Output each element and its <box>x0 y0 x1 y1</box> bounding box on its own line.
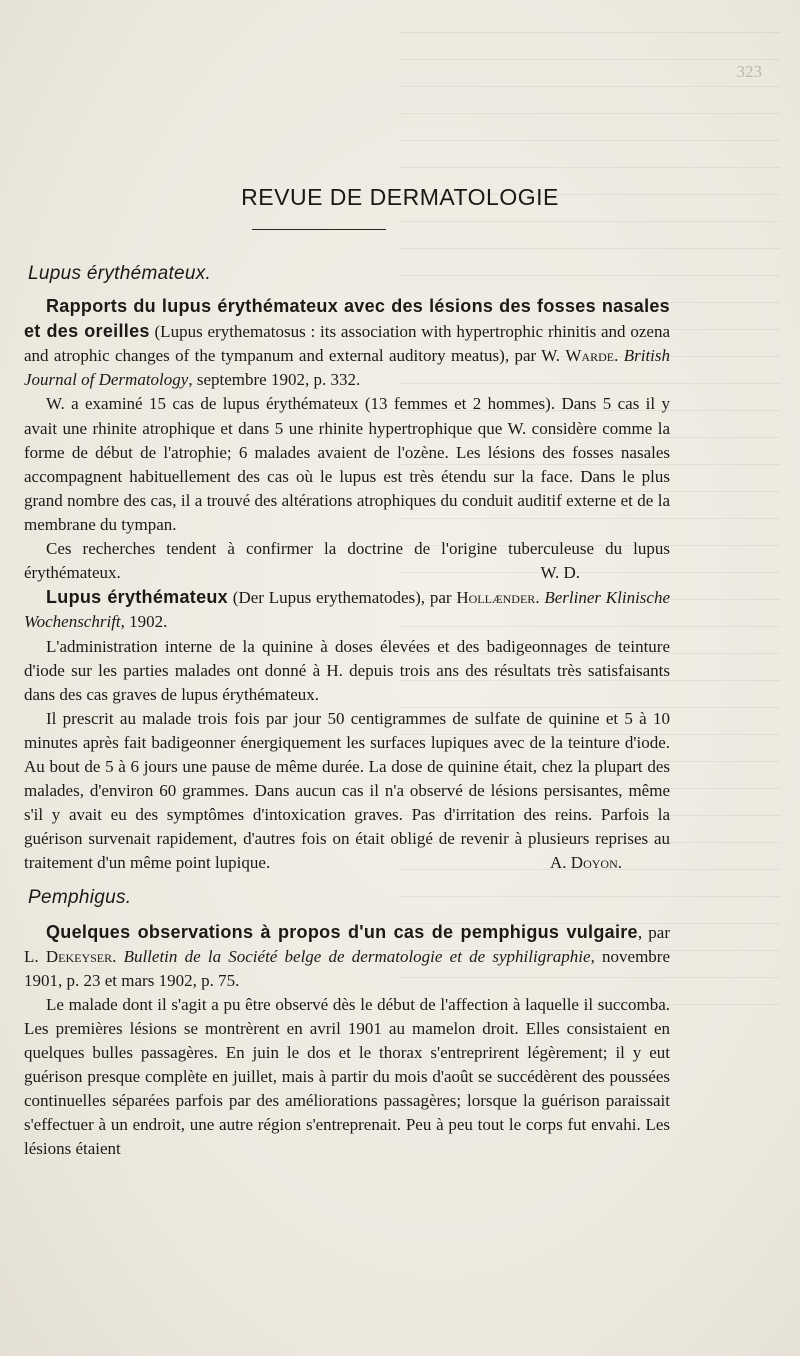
journal-name: Bulletin de la Société belge de dermatologie et de syphiligraphie <box>123 946 591 966</box>
article-title: Rapports du lupus érythémateux avec des lésions des fosses nasales et des oreilles <box>24 296 670 342</box>
citation-lead: , par L. <box>24 922 670 966</box>
citation-sep: . <box>112 946 124 966</box>
author-name: Warde <box>565 346 615 366</box>
article-entry <box>24 294 670 392</box>
article-entry <box>24 585 670 634</box>
citation-sep: . <box>614 346 624 366</box>
signature: W. D. <box>540 563 580 583</box>
citation-tail: , septembre 1902, p. 332. <box>188 370 361 390</box>
author-name: Hollænder <box>456 588 536 608</box>
author-name: Dekeyser <box>45 946 113 966</box>
citation-tail: , 1902. <box>120 612 168 632</box>
body-paragraph: Ces recherches tendent à confirmer la doctrine de l'origine tuberculeuse du lupus érythémateux. <box>24 539 670 583</box>
section-heading-lupus: Lupus érythémateux. <box>28 263 212 284</box>
article-title: Quelques observations à propos d'un cas de pemphigus vulgaire <box>46 921 638 942</box>
section-heading-pemphigus: Pemphigus. <box>28 886 132 908</box>
journal-title: REVUE DE DERMATOLOGIE <box>241 184 559 210</box>
citation-lead: (Lupus erythematosus : its association with hypertrophic rhinitis and ozena and atrophic changes of the tympanum and external auditory meatus), par W. <box>24 322 670 366</box>
citation-lead: (Der Lupus erythematodes), par <box>228 588 457 608</box>
citation-tail: , novembre 1901, p. 23 et mars 1902, p. 75. <box>24 946 671 990</box>
text-column <box>24 262 670 1162</box>
article-entry <box>24 920 670 993</box>
signature: A. Doyon. <box>550 853 622 873</box>
title-rule <box>252 229 386 230</box>
page-number: 323 <box>736 62 762 81</box>
body-paragraph: Il prescrit au malade trois fois par jour 50 centigrammes de sulfate de quinine et 5 à 10 minutes après fait badigeonner énergiquement les surfaces lupiques avec de la teinture d'iode. Au bout de 5 à 6 jours une pause de même durée. La dose de quinine était, chez la plupart des malades, d'environ 60 grammes. Dans aucun cas il n'a observé de lésions persisantes, même s'il y avait eu des symptômes d'intoxication graves. Pas d'irritation des reins. Parfois la guérison survenait rapidement, d'autres fois on était obligé de revenir à plusieurs reprises au traitement d'un même point lupique. <box>24 708 670 873</box>
body-paragraph: L'administration interne de la quinine à doses élevées et des badigeonnages de teinture d'iode sur les parties malades ont donné à H. depuis trois ans des résultats très satisfaisants dans des cas graves de lupus érythémateux. <box>24 636 670 704</box>
journal-name: Berliner Klinische Wochenschrift <box>24 588 671 632</box>
journal-name: British Journal of Dermatology <box>24 346 671 390</box>
body-paragraph: W. a examiné 15 cas de lupus érythémateux (13 femmes et 2 hommes). Dans 5 cas il y avait une rhinite atrophique et dans 5 une rhinite hypertrophique que W. considère comme la forme de début de l'atrophie; 6 malades avaient de l'ozène. Les lésions des fosses nasales accompagnent habituellement des cas où le lupus est très étendu sur la face. Dans le plus grand nombre des cas, il a trouvé des altérations atrophiques du conduit auditif externe et de la membrane du tympan. <box>24 394 670 534</box>
body-paragraph: Le malade dont il s'agit a pu être observé dès le début de l'affection à laquelle il succomba. Les premières lésions se montrèrent en avril 1901 au mamelon droit. Elles consistaient en quelques bulles passagères. En juin le dos et le thorax s'entreprirent légèrement; il y eut guérison presque complète en juillet, mais à partir du mois d'août se succédèrent des poussées continuelles séparées parfois par des améliorations passagères; lorsque la guérison paraissait s'effectuer à un endroit, une autre région s'entreprenait. Peu à peu tout le corps fut envahi. Les lésions étaient <box>24 994 670 1159</box>
citation-sep: . <box>535 588 545 608</box>
article-title: Lupus érythémateux <box>46 587 228 608</box>
